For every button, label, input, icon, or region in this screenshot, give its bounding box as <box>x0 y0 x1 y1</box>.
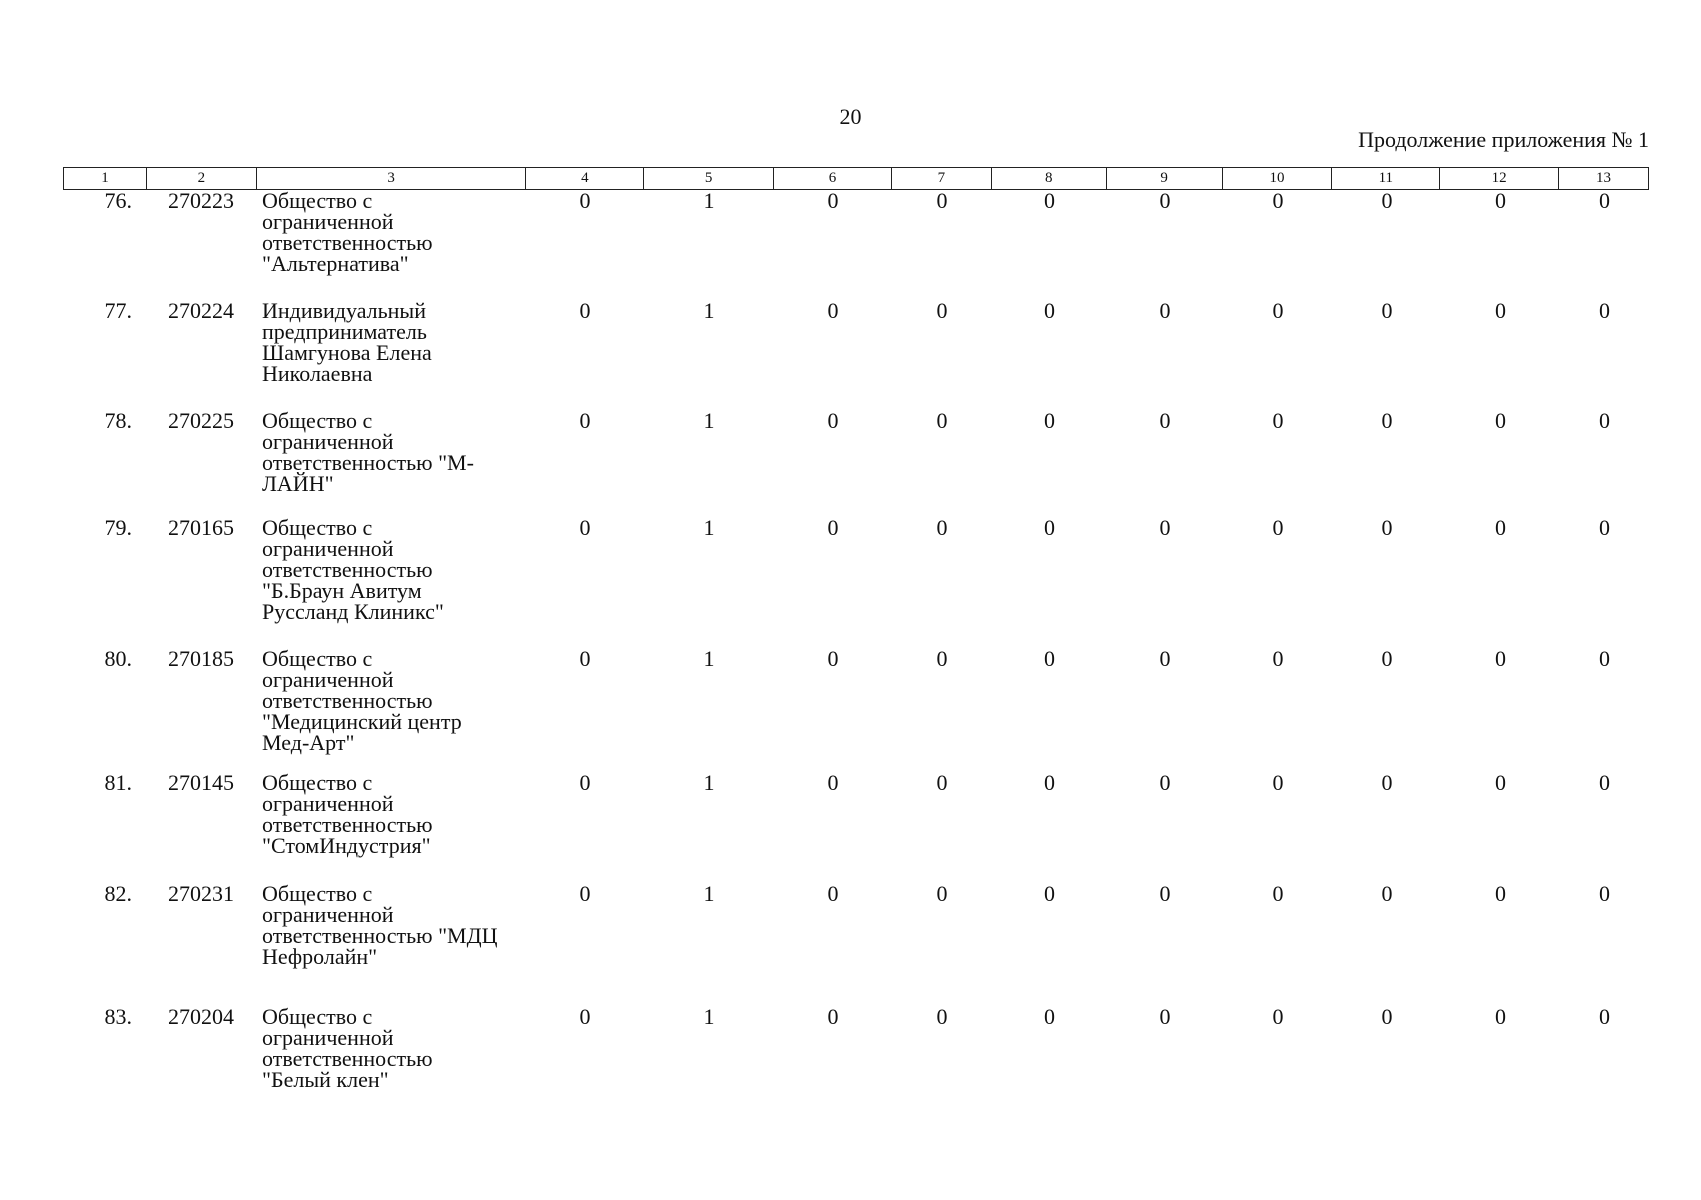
value-cell-col-10: 0 <box>1272 770 1284 795</box>
column-number-header <box>63 167 1649 190</box>
value-cell-col-5: 1 <box>703 770 715 795</box>
value-cell-col-12: 0 <box>1495 298 1506 323</box>
header-cell-5: 5 <box>644 168 774 189</box>
value-cell-col-10: 0 <box>1272 1004 1284 1029</box>
organization-name-line: Индивидуальный <box>262 298 426 323</box>
organization-name-line: ограниченной <box>262 429 394 454</box>
value-cell-col-7: 0 <box>936 881 948 906</box>
value-cell-col-11: 0 <box>1381 646 1393 671</box>
value-cell-col-9: 0 <box>1159 515 1171 540</box>
value-cell-col-13: 0 <box>1599 881 1610 906</box>
value-cell-col-5: 1 <box>703 1004 715 1029</box>
value-cell-col-13: 0 <box>1599 298 1610 323</box>
value-cell-col-7: 0 <box>936 1004 948 1029</box>
header-cell-1: 1 <box>64 168 147 189</box>
value-cell-col-5: 1 <box>703 515 715 540</box>
value-cell-col-11: 0 <box>1381 408 1393 433</box>
value-cell-col-9: 0 <box>1159 1004 1171 1029</box>
organization-name <box>256 300 526 384</box>
organization-name-line: Николаевна <box>262 361 373 386</box>
organization-name-line: ответственностью "МДЦ <box>262 923 498 948</box>
header-cell-6: 6 <box>774 168 892 189</box>
organization-name-line: ответственностью <box>262 688 433 713</box>
value-cell-col-13: 0 <box>1599 646 1610 671</box>
value-cell-col-12: 0 <box>1495 646 1506 671</box>
value-cell-col-13: 0 <box>1599 515 1610 540</box>
organization-name <box>256 410 526 494</box>
row-number: 76. <box>104 188 132 213</box>
value-cell-col-9: 0 <box>1159 770 1171 795</box>
organization-code: 270204 <box>168 1004 234 1029</box>
organization-name-line: ограниченной <box>262 1025 394 1050</box>
value-cell-col-13: 0 <box>1599 188 1610 213</box>
value-cell-col-5: 1 <box>703 298 715 323</box>
value-cell-col-8: 0 <box>1044 515 1055 540</box>
value-cell-col-8: 0 <box>1044 1004 1055 1029</box>
organization-name-line: ограниченной <box>262 536 394 561</box>
value-cell-col-5: 1 <box>703 881 715 906</box>
row-number: 77. <box>104 298 132 323</box>
value-cell-col-6: 0 <box>827 515 839 540</box>
value-cell-col-4: 0 <box>579 881 591 906</box>
value-cell-col-6: 0 <box>827 646 839 671</box>
organization-name-line: Общество с <box>262 881 373 906</box>
value-cell-col-9: 0 <box>1159 408 1171 433</box>
value-cell-col-11: 0 <box>1381 515 1393 540</box>
table-row <box>63 772 1649 856</box>
value-cell-col-8: 0 <box>1044 646 1055 671</box>
page-number: 20 <box>839 104 862 129</box>
header-cell-9: 9 <box>1107 168 1223 189</box>
value-cell-col-9: 0 <box>1159 188 1171 213</box>
organization-name-line: ограниченной <box>262 667 394 692</box>
organization-name-line: ответственностью <box>262 812 433 837</box>
header-cell-2: 2 <box>147 168 257 189</box>
table-row <box>63 883 1649 967</box>
organization-name-line: "Альтернатива" <box>262 251 409 276</box>
value-cell-col-5: 1 <box>703 646 715 671</box>
organization-name-line: Общество с <box>262 770 373 795</box>
organization-name-line: Общество с <box>262 1004 373 1029</box>
data-table <box>63 190 1649 1110</box>
value-cell-col-12: 0 <box>1495 881 1506 906</box>
value-cell-col-4: 0 <box>579 408 591 433</box>
value-cell-col-7: 0 <box>936 408 948 433</box>
organization-name <box>256 883 526 967</box>
value-cell-col-10: 0 <box>1272 515 1284 540</box>
organization-name-line: ограниченной <box>262 902 394 927</box>
header-cell-13: 13 <box>1596 170 1612 186</box>
organization-name-line: "Белый клен" <box>262 1067 389 1092</box>
value-cell-col-4: 0 <box>579 770 591 795</box>
organization-name-line: ограниченной <box>262 791 394 816</box>
value-cell-col-4: 0 <box>579 646 591 671</box>
organization-name-line: ответственностью "М- <box>262 450 474 475</box>
organization-name-line: ограниченной <box>262 209 394 234</box>
value-cell-col-4: 0 <box>579 1004 591 1029</box>
value-cell-col-8: 0 <box>1044 188 1055 213</box>
value-cell-col-10: 0 <box>1272 188 1284 213</box>
organization-name-line: предприниматель <box>262 319 427 344</box>
header-cell-10: 10 <box>1223 168 1333 189</box>
organization-name-line: ответственностью <box>262 1046 433 1071</box>
header-cell-11: 11 <box>1332 168 1440 189</box>
organization-code: 270165 <box>168 515 234 540</box>
value-cell-col-8: 0 <box>1044 881 1055 906</box>
row-number: 78. <box>104 408 132 433</box>
value-cell-col-8: 0 <box>1044 408 1055 433</box>
value-cell-col-10: 0 <box>1272 408 1284 433</box>
value-cell-col-9: 0 <box>1159 646 1171 671</box>
value-cell-col-11: 0 <box>1381 881 1393 906</box>
table-row <box>63 648 1649 753</box>
value-cell-col-10: 0 <box>1272 298 1284 323</box>
value-cell-col-9: 0 <box>1159 881 1171 906</box>
organization-name-line: Общество с <box>262 646 373 671</box>
header-cell-7: 7 <box>892 168 992 189</box>
value-cell-col-6: 0 <box>827 770 839 795</box>
organization-name-line: ЛАЙН" <box>262 471 334 496</box>
value-cell-col-7: 0 <box>936 515 948 540</box>
organization-name <box>256 190 526 274</box>
table-row <box>63 410 1649 494</box>
value-cell-col-6: 0 <box>827 881 839 906</box>
organization-code: 270185 <box>168 646 234 671</box>
header-cell-12: 12 <box>1440 168 1559 189</box>
organization-name-line: "СтомИндустрия" <box>262 833 431 858</box>
table-row <box>63 190 1649 274</box>
header-cell-8: 8 <box>992 168 1107 189</box>
organization-name-line: Мед-Арт" <box>262 730 355 755</box>
value-cell-col-10: 0 <box>1272 646 1284 671</box>
row-number: 80. <box>104 646 132 671</box>
organization-code: 270145 <box>168 770 234 795</box>
organization-name-line: Руссланд Клиникс" <box>262 599 444 624</box>
organization-name <box>256 1006 526 1090</box>
organization-name-line: "Б.Браун Авитум <box>262 578 422 603</box>
value-cell-col-7: 0 <box>936 646 948 671</box>
organization-code: 270231 <box>168 881 234 906</box>
row-number: 82. <box>104 881 132 906</box>
value-cell-col-6: 0 <box>827 188 839 213</box>
value-cell-col-12: 0 <box>1495 188 1506 213</box>
organization-name-line: Общество с <box>262 188 373 213</box>
value-cell-col-6: 0 <box>827 1004 839 1029</box>
header-cell-3: 3 <box>257 168 527 189</box>
organization-name-line: ответственностью <box>262 557 433 582</box>
value-cell-col-5: 1 <box>703 408 715 433</box>
organization-name-line: Шамгунова Елена <box>262 340 432 365</box>
value-cell-col-4: 0 <box>579 298 591 323</box>
value-cell-col-13: 0 <box>1599 770 1610 795</box>
value-cell-col-7: 0 <box>936 188 948 213</box>
organization-name <box>256 517 526 622</box>
value-cell-col-12: 0 <box>1495 408 1506 433</box>
value-cell-col-4: 0 <box>579 188 591 213</box>
organization-name-line: Нефролайн" <box>262 944 378 969</box>
value-cell-col-5: 1 <box>703 188 715 213</box>
value-cell-col-6: 0 <box>827 298 839 323</box>
value-cell-col-7: 0 <box>936 770 948 795</box>
row-number: 81. <box>104 770 132 795</box>
value-cell-col-6: 0 <box>827 408 839 433</box>
value-cell-col-11: 0 <box>1381 188 1393 213</box>
value-cell-col-12: 0 <box>1495 515 1506 540</box>
value-cell-col-8: 0 <box>1044 298 1055 323</box>
row-number: 83. <box>104 1004 132 1029</box>
organization-code: 270223 <box>168 188 234 213</box>
continuation-label: Продолжение приложения № 1 <box>1358 127 1649 152</box>
organization-name-line: Общество с <box>262 515 373 540</box>
value-cell-col-4: 0 <box>579 515 591 540</box>
table-row <box>63 517 1649 622</box>
value-cell-col-8: 0 <box>1044 770 1055 795</box>
value-cell-col-10: 0 <box>1272 881 1284 906</box>
value-cell-col-12: 0 <box>1495 1004 1506 1029</box>
row-number: 79. <box>104 515 132 540</box>
organization-name <box>256 772 526 856</box>
organization-code: 270225 <box>168 408 234 433</box>
organization-name-line: ответственностью <box>262 230 433 255</box>
value-cell-col-11: 0 <box>1381 298 1393 323</box>
value-cell-col-13: 0 <box>1599 408 1610 433</box>
value-cell-col-9: 0 <box>1159 298 1171 323</box>
organization-name-line: Общество с <box>262 408 373 433</box>
value-cell-col-11: 0 <box>1381 770 1393 795</box>
organization-name <box>256 648 526 753</box>
value-cell-col-7: 0 <box>936 298 948 323</box>
table-row <box>63 300 1649 384</box>
organization-name-line: "Медицинский центр <box>262 709 462 734</box>
value-cell-col-12: 0 <box>1495 770 1506 795</box>
organization-code: 270224 <box>168 298 234 323</box>
header-cell-4: 4 <box>526 168 644 189</box>
value-cell-col-13: 0 <box>1599 1004 1610 1029</box>
value-cell-col-11: 0 <box>1381 1004 1393 1029</box>
table-row <box>63 1006 1649 1090</box>
